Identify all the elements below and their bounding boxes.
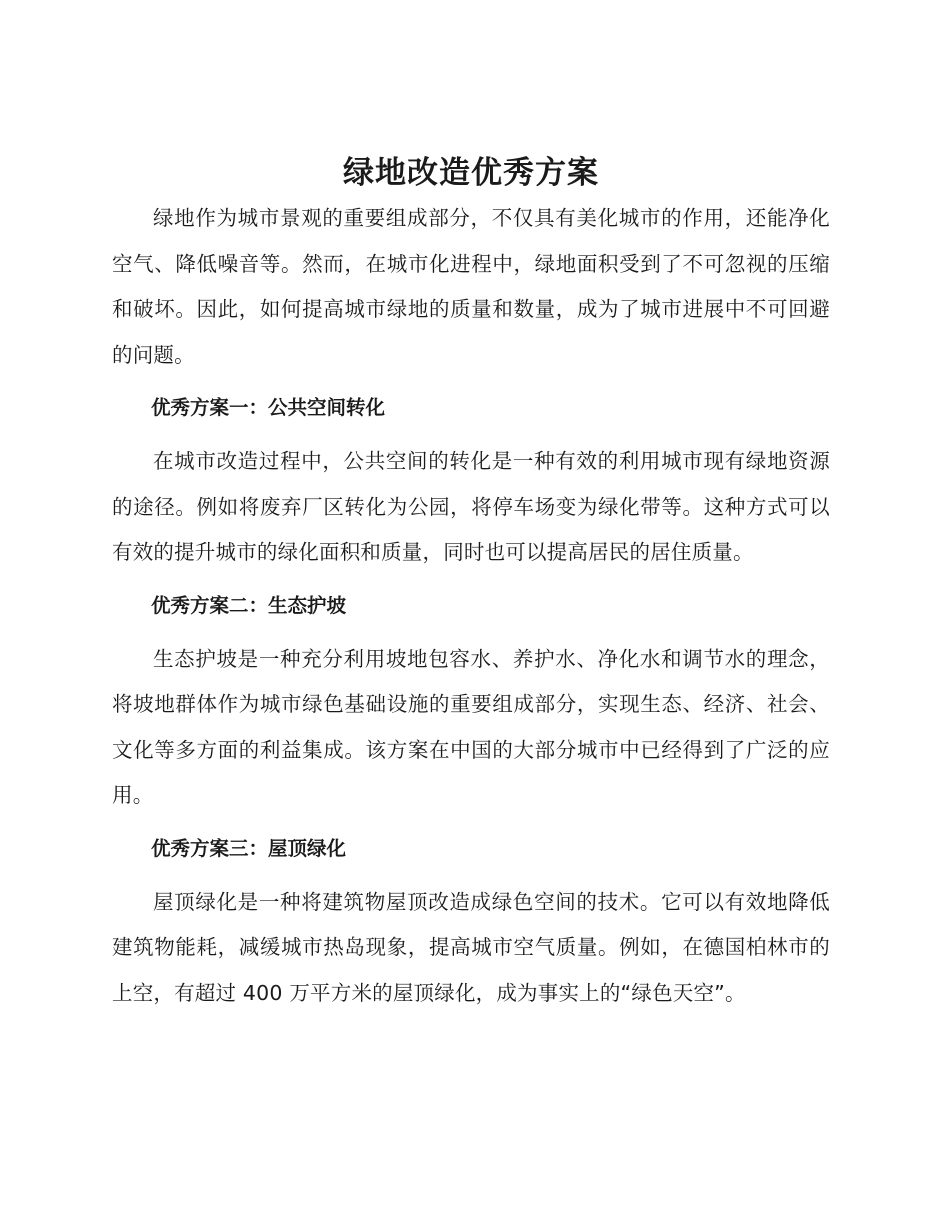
document-title: 绿地改造优秀方案 — [343, 155, 599, 191]
section-3-heading: 优秀方案三：屋顶绿化 — [151, 836, 347, 860]
section-3-paragraph: 屋顶绿化是一种将建筑物屋顶改造成绿色空间的技术。它可以有效地降低建筑物能耗，减缓城市热岛现象，提高城市空气质量。例如，在德国柏林市的上空，有超过 400 万平方米的屋顶绿化，成为事实上的“绿色天空”。 — [112, 889, 830, 1005]
section-1-paragraph: 在城市改造过程中，公共空间的转化是一种有效的利用城市现有绿地资源的途径。例如将废弃厂区转化为公园，将停车场变为绿化带等。这种方式可以有效的提升城市的绿化面积和质量，同时也可以提高居民的居住质量。 — [112, 449, 830, 564]
document-body — [112, 150, 830, 1016]
intro-paragraph: 绿地作为城市景观的重要组成部分，不仅具有美化城市的作用，还能净化空气、降低噪音等。然而，在城市化进程中，绿地面积受到了不可忽视的压缩和破坏。因此，如何提高城市绿地的质量和数量，成为了城市进展中不可回避的问题。 — [112, 206, 830, 367]
section-2-heading: 优秀方案二：生态护坡 — [151, 593, 347, 617]
section-2-paragraph: 生态护坡是一种充分利用坡地包容水、养护水、净化水和调节水的理念，将坡地群体作为城市绿色基础设施的重要组成部分，实现生态、经济、社会、文化等多方面的利益集成。该方案在中国的大部分城市中已经得到了广泛的应用。 — [112, 646, 830, 807]
section-1-heading: 优秀方案一：公共空间转化 — [151, 396, 386, 419]
